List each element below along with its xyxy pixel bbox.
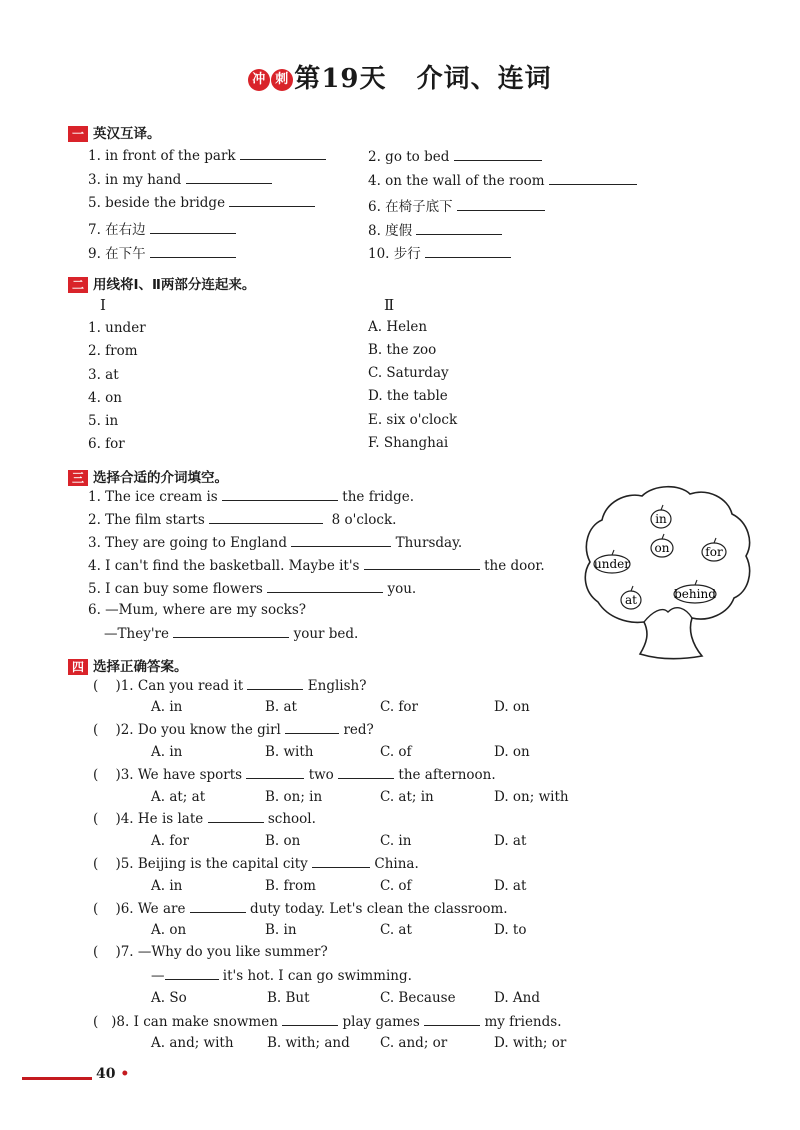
- answer-blank[interactable]: [454, 148, 542, 161]
- choice-question-3: ( )3. We have sports two the afternoon.: [93, 767, 496, 783]
- option[interactable]: B. with; and: [267, 1035, 350, 1051]
- option[interactable]: C. and; or: [380, 1035, 448, 1051]
- match-right-item[interactable]: A. Helen: [368, 319, 428, 335]
- answer-blank[interactable]: [312, 855, 370, 868]
- option[interactable]: D. And: [494, 990, 541, 1006]
- answer-blank[interactable]: [150, 245, 236, 258]
- sprint-badge-2: 刺: [271, 69, 293, 91]
- section-3-heading: [68, 466, 228, 486]
- tree-word-under: under: [594, 557, 630, 571]
- option[interactable]: A. in: [151, 878, 183, 894]
- answer-blank[interactable]: [457, 198, 545, 211]
- section-1-heading: [68, 122, 161, 142]
- answer-blank[interactable]: [208, 810, 264, 823]
- choice-question-6: ( )6. We are duty today. Let's clean the classroom.: [93, 901, 508, 917]
- section-4-title: 选择正确答案。: [93, 659, 188, 675]
- option[interactable]: A. So: [151, 990, 187, 1006]
- translate-item-8: 8. 度假: [368, 219, 502, 239]
- option[interactable]: C. Because: [380, 990, 456, 1006]
- option[interactable]: B. on: [265, 833, 301, 849]
- sprint-badge-1: 冲: [248, 69, 270, 91]
- option[interactable]: A. in: [151, 744, 183, 760]
- tree-word-in: in: [655, 512, 667, 526]
- answer-blank[interactable]: [246, 766, 304, 779]
- page-title: [0, 58, 800, 95]
- option[interactable]: B. on; in: [265, 789, 323, 805]
- translate-item-4: 4. on the wall of the room: [368, 172, 637, 189]
- footer-rule: [22, 1077, 92, 1080]
- option[interactable]: C. of: [380, 878, 412, 894]
- day-prefix: 第: [294, 64, 322, 94]
- option[interactable]: B. from: [265, 878, 316, 894]
- option[interactable]: C. of: [380, 744, 412, 760]
- section-4-mark: 四: [68, 659, 88, 675]
- section-2-heading: [68, 273, 255, 293]
- column-2-heading: Ⅱ: [384, 296, 395, 314]
- option[interactable]: B. But: [267, 990, 310, 1006]
- choice-question-2: ( )2. Do you know the girl red?: [93, 722, 374, 738]
- fill-question-2: 2. The film starts 8 o'clock.: [88, 512, 397, 528]
- option[interactable]: C. in: [380, 833, 412, 849]
- tree-word-at: at: [625, 593, 637, 607]
- match-right-item[interactable]: D. the table: [368, 388, 448, 404]
- answer-blank[interactable]: [173, 625, 289, 638]
- option[interactable]: C. at: [380, 922, 412, 938]
- tree-word-behind: behind: [674, 587, 716, 601]
- section-2-mark: 二: [68, 277, 88, 293]
- match-right-item[interactable]: B. the zoo: [368, 342, 437, 358]
- choice-question-7-line2: — it's hot. I can go swimming.: [151, 968, 412, 984]
- translate-item-3: 3. in my hand: [88, 171, 272, 188]
- option[interactable]: B. in: [265, 922, 297, 938]
- preposition-tree-illustration: [580, 484, 756, 674]
- match-left-item[interactable]: 6. for: [88, 436, 125, 452]
- tree-word-on: on: [654, 541, 670, 555]
- option[interactable]: A. in: [151, 699, 183, 715]
- translate-item-10: 10. 步行: [368, 242, 511, 262]
- match-left-item[interactable]: 1. under: [88, 320, 146, 336]
- translate-item-7: 7. 在右边: [88, 218, 236, 238]
- fill-question-3: 3. They are going to England Thursday.: [88, 535, 463, 551]
- answer-blank[interactable]: [291, 534, 391, 547]
- option[interactable]: A. for: [151, 833, 189, 849]
- page-dot: •: [120, 1066, 130, 1082]
- answer-blank[interactable]: [186, 171, 272, 184]
- choice-question-1: ( )1. Can you read it English?: [93, 678, 367, 694]
- choice-question-5: ( )5. Beijing is the capital city China.: [93, 856, 419, 872]
- match-left-item[interactable]: 5. in: [88, 413, 119, 429]
- fill-question-4: 4. I can't find the basketball. Maybe it's the door.: [88, 558, 545, 574]
- match-left-item[interactable]: 3. at: [88, 367, 119, 383]
- answer-blank[interactable]: [165, 967, 219, 980]
- match-left-item[interactable]: 4. on: [88, 390, 122, 406]
- answer-blank[interactable]: [267, 580, 383, 593]
- choice-question-7: ( )7. —Why do you like summer?: [93, 944, 328, 960]
- section-4-heading: [68, 655, 188, 675]
- answer-blank[interactable]: [282, 1013, 338, 1026]
- answer-blank[interactable]: [416, 222, 502, 235]
- option[interactable]: D. on: [494, 744, 530, 760]
- option[interactable]: A. and; with: [151, 1035, 234, 1051]
- option[interactable]: B. at: [265, 699, 297, 715]
- option[interactable]: C. for: [380, 699, 419, 715]
- translate-item-6: 6. 在椅子底下: [368, 195, 545, 215]
- fill-question-6-answer: —They're your bed.: [104, 626, 359, 642]
- answer-blank[interactable]: [338, 766, 394, 779]
- section-3-title: 选择合适的介词填空。: [93, 470, 229, 486]
- answer-blank[interactable]: [247, 677, 303, 690]
- option[interactable]: B. with: [265, 744, 314, 760]
- option[interactable]: D. on; with: [494, 789, 569, 805]
- section-1-mark: 一: [68, 126, 88, 142]
- match-right-item[interactable]: F. Shanghai: [368, 435, 449, 451]
- answer-blank[interactable]: [150, 221, 236, 234]
- option[interactable]: A. at; at: [151, 789, 206, 805]
- answer-blank[interactable]: [285, 721, 339, 734]
- tree-word-for: for: [705, 545, 723, 559]
- match-right-item[interactable]: C. Saturday: [368, 365, 449, 381]
- answer-blank[interactable]: [209, 511, 323, 524]
- answer-blank[interactable]: [190, 900, 246, 913]
- day-suffix: 天: [359, 64, 387, 94]
- option[interactable]: D. at: [494, 878, 527, 894]
- translate-item-2: 2. go to bed: [368, 148, 542, 165]
- answer-blank[interactable]: [549, 172, 637, 185]
- choice-question-4: ( )4. He is late school.: [93, 811, 316, 827]
- answer-blank[interactable]: [425, 245, 511, 258]
- section-1-title: 英汉互译。: [93, 126, 161, 142]
- answer-blank[interactable]: [229, 194, 315, 207]
- fill-question-5: 5. I can buy some flowers you.: [88, 581, 417, 597]
- option[interactable]: D. with; or: [494, 1035, 567, 1051]
- column-1-heading: Ⅰ: [100, 296, 106, 314]
- fill-question-6: 6. —Mum, where are my socks?: [88, 602, 307, 618]
- translate-item-5: 5. beside the bridge: [88, 194, 315, 211]
- section-3-mark: 三: [68, 470, 88, 486]
- section-2-title: 用线将Ⅰ、Ⅱ两部分连起来。: [93, 277, 256, 293]
- topic-title: 介词、连词: [416, 64, 552, 94]
- translate-item-9: 9. 在下午: [88, 242, 236, 262]
- option[interactable]: D. to: [494, 922, 527, 938]
- fill-question-1: 1. The ice cream is the fridge.: [88, 489, 415, 505]
- option[interactable]: D. on: [494, 699, 530, 715]
- answer-blank[interactable]: [222, 488, 338, 501]
- answer-blank[interactable]: [240, 147, 326, 160]
- choice-question-8: ( )8. I can make snowmen play games my friends.: [93, 1014, 562, 1030]
- answer-blank[interactable]: [424, 1013, 480, 1026]
- match-right-item[interactable]: E. six o'clock: [368, 412, 458, 428]
- match-left-item[interactable]: 2. from: [88, 343, 138, 359]
- option[interactable]: D. at: [494, 833, 527, 849]
- day-number: 19: [321, 64, 360, 94]
- option[interactable]: A. on: [151, 922, 187, 938]
- option[interactable]: C. at; in: [380, 789, 434, 805]
- translate-item-1: 1. in front of the park: [88, 147, 326, 164]
- page-number: 40 •: [96, 1066, 130, 1082]
- answer-blank[interactable]: [364, 557, 480, 570]
